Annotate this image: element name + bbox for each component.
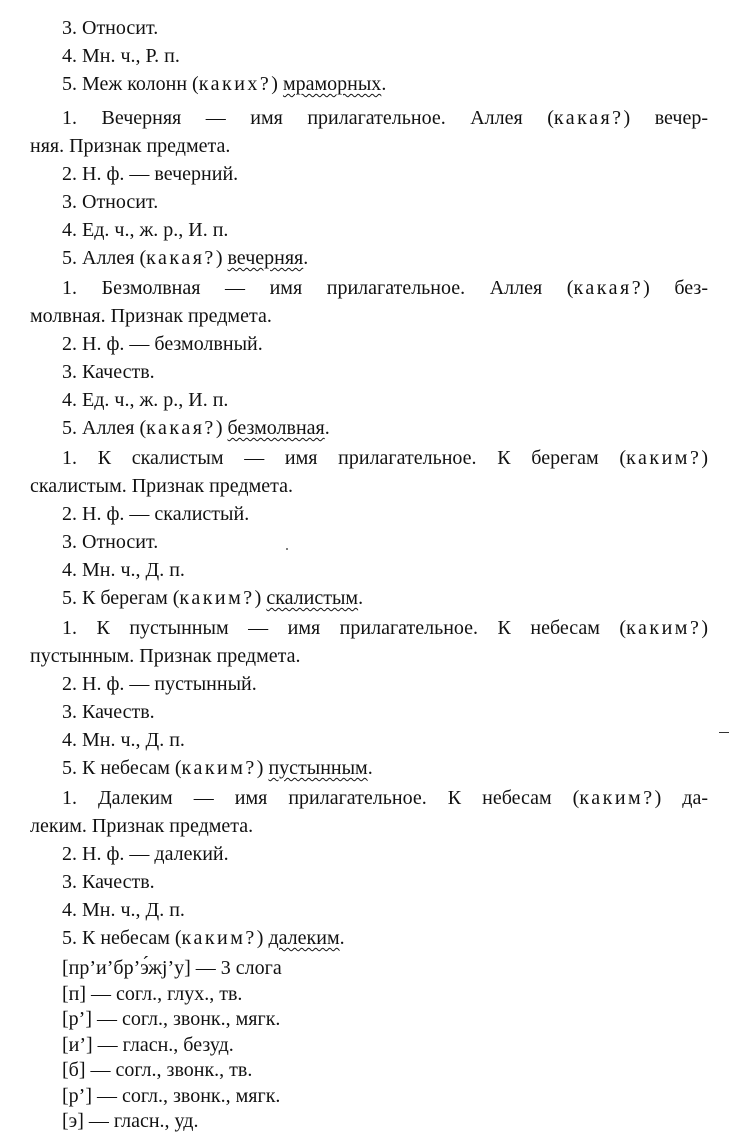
underlined-word: далеким (268, 927, 340, 949)
underlined-word: вечерняя (227, 247, 304, 269)
b2-line-4: 4. Ед. ч., ж. р., И. п. (62, 389, 229, 411)
b2-line-1-cont: молвная. Признак предмета. (30, 305, 272, 327)
scan-speck (286, 548, 288, 550)
b0-line-3: 3. Относит. (62, 17, 159, 39)
b1-line-5: 5. Аллея (какая?) вечерняя. (62, 247, 309, 269)
b5-line-3: 3. Качеств. (62, 871, 155, 893)
b2-line-5: 5. Аллея (какая?) безмолвная. (62, 417, 330, 439)
b1-line-3: 3. Относит. (62, 191, 159, 213)
underlined-word: мраморных (282, 73, 382, 95)
b3-line-5: 5. К берегам (каким?) скалистым. (62, 587, 364, 609)
b4-line-3: 3. Качеств. (62, 701, 155, 723)
b3-line-2: 2. Н. ф. — скалистый. (62, 503, 250, 525)
phonetic-line: [р’] — согл., звонк., мягк. (62, 1084, 281, 1107)
b1-line-4: 4. Ед. ч., ж. р., И. п. (62, 219, 229, 241)
b2-line-1: 1. Безмолвная — имя прилагательное. Аллея (какая?) без- (62, 277, 708, 299)
underlined-word: скалистым (266, 587, 359, 609)
b1-line-1: 1. Вечерняя — имя прилагательное. Аллея (какая?) вечер- (62, 107, 708, 129)
phonetic-line: [э] — гласн., уд. (62, 1110, 199, 1132)
phonetic-line: [и’] — гласн., безуд. (62, 1033, 234, 1056)
phonetic-transcription: [пр’и’бр’э́жj’у] — 3 слога (62, 957, 282, 979)
b5-line-2: 2. Н. ф. — далекий. (62, 843, 229, 865)
b5-line-4: 4. Мн. ч., Д. п. (62, 899, 185, 921)
phonetic-line: [р’] — согл., звонк., мягк. (62, 1008, 281, 1030)
b3-line-1: 1. К скалистым — имя прилагательное. К берегам (каким?) (62, 447, 708, 469)
b5-line-5: 5. К небесам (каким?) далеким. (62, 927, 345, 949)
b2-line-3: 3. Качеств. (62, 361, 155, 383)
phonetic-line: [б] — согл., звонк., тв. (62, 1059, 253, 1081)
b0-line-4: 4. Мн. ч., Р. п. (62, 45, 180, 67)
phonetic-line: [п] — согл., глух., тв. (62, 982, 243, 1005)
b4-line-2: 2. Н. ф. — пустынный. (62, 673, 257, 695)
margin-mark (719, 732, 729, 733)
underlined-word: пустынным (268, 757, 368, 779)
b1-line-2: 2. Н. ф. — вечерний. (62, 163, 239, 185)
b4-line-1: 1. К пустынным — имя прилагательное. К небесам (каким?) (62, 617, 708, 639)
b5-line-1: 1. Далеким — имя прилагательное. К небесам (каким?) да- (62, 787, 709, 809)
b4-line-5: 5. К небесам (каким?) пустынным. (62, 757, 373, 779)
b3-line-3: 3. Относит. (62, 531, 159, 553)
b1-line-1-cont: няя. Признак предмета. (30, 135, 231, 157)
b3-line-1-cont: скалистым. Признак предмета. (30, 475, 293, 497)
b5-line-1-cont: леким. Признак предмета. (30, 815, 254, 837)
b4-line-1-cont: пустынным. Признак предмета. (30, 645, 301, 667)
b2-line-2: 2. Н. ф. — безмолвный. (62, 333, 263, 355)
b4-line-4: 4. Мн. ч., Д. п. (62, 729, 185, 751)
underlined-word: безмолвная (227, 417, 325, 439)
b3-line-4: 4. Мн. ч., Д. п. (62, 559, 185, 581)
b0-line-5: 5. Меж колонн (каких?) мраморных. (62, 73, 387, 95)
